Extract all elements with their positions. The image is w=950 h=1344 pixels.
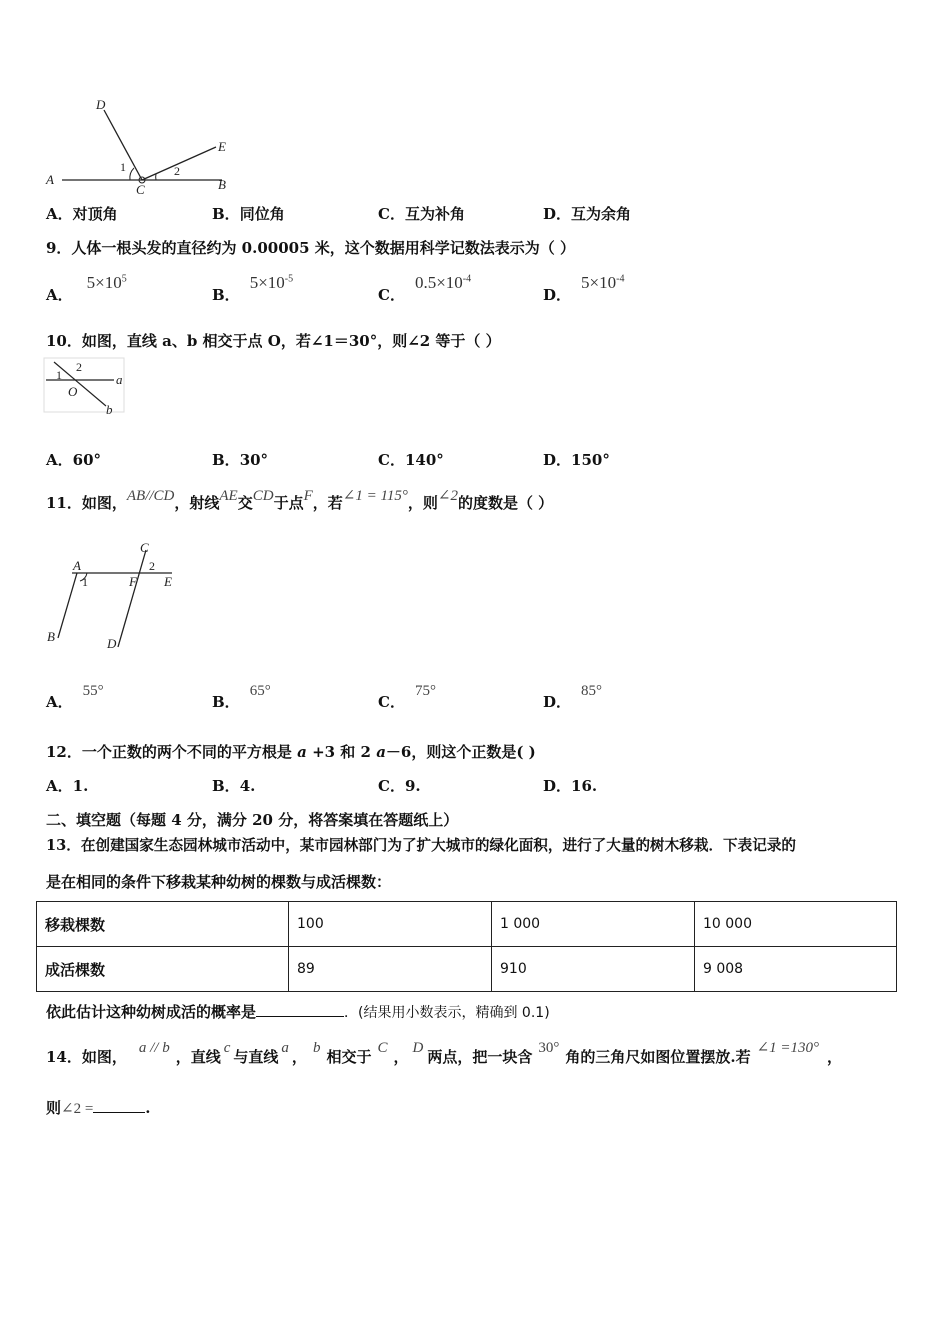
q9-a-math: $5\times 10^5$ bbox=[86, 273, 127, 292]
q14-m5: C bbox=[377, 1040, 388, 1056]
q9-option-b[interactable]: B．$5\times 10^{-5}$ bbox=[212, 273, 294, 304]
q14-answer-blank[interactable] bbox=[93, 1112, 145, 1113]
table-cell: 100 bbox=[289, 902, 492, 947]
label-f: F bbox=[129, 574, 137, 589]
table-cell: 9 008 bbox=[695, 947, 897, 992]
q11-m3: CD bbox=[252, 488, 274, 504]
q9-b-math: $5\times 10^{-5}$ bbox=[249, 273, 294, 292]
label-o: O bbox=[68, 384, 78, 399]
label-2: 2 bbox=[174, 164, 180, 178]
q14-m8: ∠1 =130° bbox=[756, 1040, 820, 1056]
q11-m1: AB//CD bbox=[126, 488, 175, 504]
q11-option-b[interactable]: B．65° bbox=[212, 683, 271, 711]
line-ab bbox=[58, 573, 77, 638]
q13-answer-line: 依此估计这种幼树成活的概率是 ．(结果用小数表示，精确到 0.1) bbox=[46, 1003, 550, 1021]
line-cd bbox=[118, 550, 146, 647]
q11-option-d[interactable]: D．85° bbox=[543, 683, 603, 711]
table-cell: 移栽棵数 bbox=[37, 902, 289, 947]
q11-m2: AE bbox=[219, 488, 238, 504]
q14-m7: 30° bbox=[538, 1040, 560, 1056]
q12-option-c[interactable]: C．9. bbox=[378, 777, 421, 795]
q13-line2: 是在相同的条件下移栽某种幼树的棵数与成活棵数： bbox=[46, 873, 392, 891]
arc-1 bbox=[130, 168, 134, 180]
section-heading: 二、填空题（每题 4 分，满分 20 分，将答案填在答题纸上） bbox=[46, 811, 459, 829]
q8-angle-figure bbox=[40, 95, 240, 200]
label-a: A bbox=[46, 172, 54, 187]
q10-figure bbox=[42, 356, 132, 416]
q14-m2: c bbox=[223, 1040, 231, 1056]
table-cell: 10 000 bbox=[695, 902, 897, 947]
q11-figure bbox=[42, 540, 182, 655]
q9-option-c[interactable]: C．$0.5\times 10^{-4}$ bbox=[378, 273, 472, 304]
table-row bbox=[37, 947, 897, 992]
label-1: 1 bbox=[120, 160, 126, 174]
q13-table bbox=[36, 901, 897, 992]
q10-option-d[interactable]: D．150° bbox=[543, 451, 610, 469]
table-cell: 1 000 bbox=[492, 902, 695, 947]
q11-a-val: 55° bbox=[82, 683, 104, 699]
table-cell: 成活棵数 bbox=[37, 947, 289, 992]
q12-option-b[interactable]: B．4. bbox=[212, 777, 256, 795]
q11-b-val: 65° bbox=[249, 683, 271, 699]
label-d: D bbox=[96, 97, 106, 112]
label-b: b bbox=[106, 402, 113, 416]
q10-option-c[interactable]: C．140° bbox=[378, 451, 444, 469]
q11-option-c[interactable]: C．75° bbox=[378, 683, 436, 711]
label-e: E bbox=[164, 574, 172, 589]
q14-line2: 则∠2 = . bbox=[46, 1099, 151, 1117]
q10-option-b[interactable]: B．30° bbox=[212, 451, 269, 469]
label-b: B bbox=[47, 629, 55, 644]
q14-m3: a bbox=[281, 1040, 289, 1056]
q12-stem: 12．一个正数的两个不同的平方根是 a +3 和 2 a－6，则这个正数是( ) bbox=[46, 743, 536, 761]
q13-line1: 13．在创建国家生态园林城市活动中，某市园林部门为了扩大城市的绿化面积，进行了大量的树木移栽．下表记录的 bbox=[46, 837, 797, 854]
label-d: D bbox=[107, 636, 117, 651]
label-1: 1 bbox=[56, 368, 62, 382]
label-c: C bbox=[136, 182, 145, 197]
label-a: A bbox=[73, 558, 81, 573]
label-b: B bbox=[218, 177, 226, 192]
q11-m4: F bbox=[303, 488, 313, 504]
q14-m6: D bbox=[412, 1040, 424, 1056]
q11-d-val: 85° bbox=[581, 683, 603, 699]
q14-m4: b bbox=[312, 1040, 321, 1056]
q8-option-c[interactable]: C．互为补角 bbox=[378, 205, 465, 223]
q9-d-math: $5\times 10^{-4}$ bbox=[581, 273, 625, 292]
q8-option-d[interactable]: D．互为余角 bbox=[543, 205, 632, 223]
q9-option-d[interactable]: D．$5\times 10^{-4}$ bbox=[543, 273, 625, 304]
label-2: 2 bbox=[149, 559, 155, 573]
q8-option-a[interactable]: A．对顶角 bbox=[46, 205, 118, 223]
q11-c-val: 75° bbox=[414, 683, 436, 699]
q12-option-a[interactable]: A．1. bbox=[46, 777, 89, 795]
q10-stem: 10．如图，直线 a、b 相交于点 O，若∠1＝30°，则∠2 等于（ ） bbox=[46, 332, 501, 350]
label-2: 2 bbox=[76, 360, 82, 374]
label-a: a bbox=[116, 372, 123, 387]
q12-option-d[interactable]: D．16. bbox=[543, 777, 598, 795]
q9-c-math: $0.5\times 10^{-4}$ bbox=[414, 273, 472, 292]
label-e: E bbox=[218, 139, 226, 154]
q8-option-b[interactable]: B．同位角 bbox=[212, 205, 285, 223]
label-1: 1 bbox=[82, 575, 88, 589]
q11-option-a[interactable]: A．55° bbox=[46, 683, 104, 711]
q14-angle2: ∠2 = bbox=[61, 1101, 94, 1117]
q14-stem: 14．如图， a // b ，直线 c 与直线 a ， b 相交于 C ， D 两点，把一块含 30° 角的三角尺如图位置摆放.若 ∠1 =130° ， bbox=[46, 1040, 843, 1066]
q14-m1: a // b bbox=[138, 1040, 170, 1056]
q9-option-a[interactable]: A．$5\times 10^5$ bbox=[46, 273, 127, 304]
q9-stem: 9．人体一根头发的直径约为 0.00005 米，这个数据用科学记数法表示为（ ） bbox=[46, 239, 575, 257]
q13-answer-blank[interactable] bbox=[256, 1016, 344, 1017]
table-cell: 89 bbox=[289, 947, 492, 992]
q11-m6: ∠2 bbox=[437, 488, 458, 504]
q11-m5: ∠1 = 115° bbox=[342, 488, 408, 504]
table-cell: 910 bbox=[492, 947, 695, 992]
q10-option-a[interactable]: A．60° bbox=[46, 451, 102, 469]
table-row bbox=[37, 902, 897, 947]
q11-stem: 11．如图，AB//CD，射线AE交CD于点F，若∠1 = 115°，则∠2的度数是（ ） bbox=[46, 488, 554, 512]
label-c: C bbox=[140, 540, 149, 555]
